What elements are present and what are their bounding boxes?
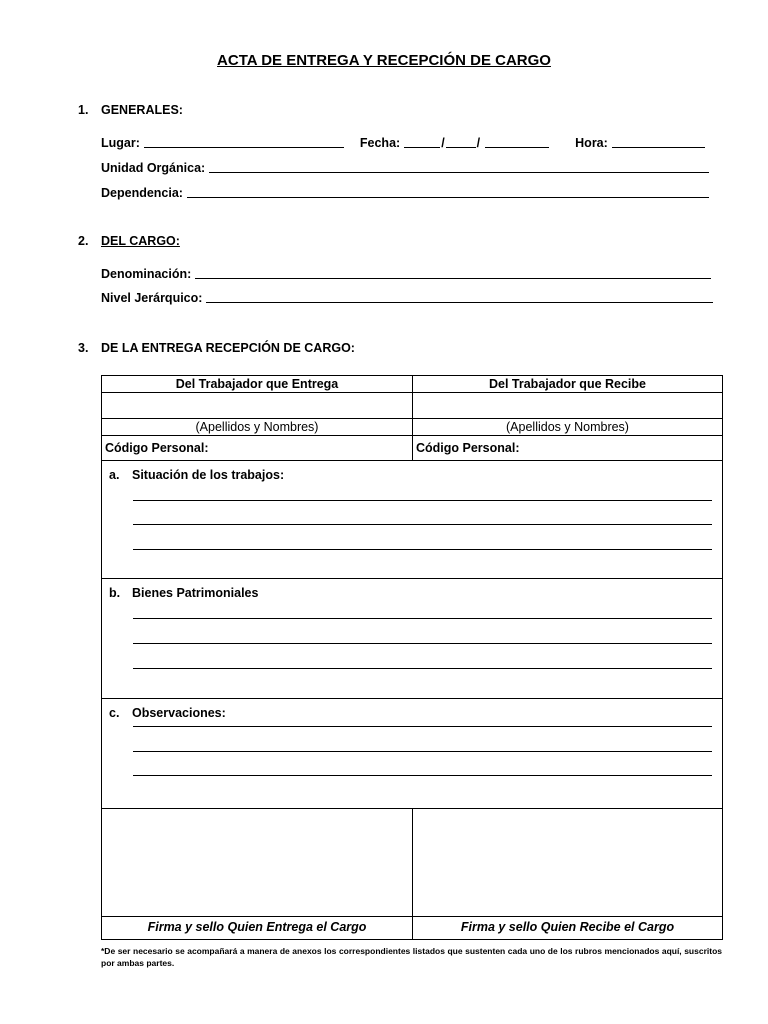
situacion-line[interactable] — [133, 524, 712, 525]
hora-label: Hora: — [575, 136, 608, 150]
bienes-line[interactable] — [133, 668, 712, 669]
unidad-label: Unidad Orgánica: — [101, 161, 206, 175]
recibe-name-caption: (Apellidos y Nombres) — [413, 419, 723, 436]
observaciones-line[interactable] — [133, 775, 712, 776]
lugar-field[interactable] — [144, 147, 344, 148]
dependencia-label: Dependencia: — [101, 186, 183, 200]
observaciones-line[interactable] — [133, 751, 712, 752]
entrega-code-field[interactable]: Código Personal: — [102, 436, 413, 461]
block-letter: b. — [109, 586, 121, 600]
recibe-name-field[interactable] — [413, 393, 723, 419]
denominacion-field[interactable] — [195, 278, 711, 279]
bienes-line[interactable] — [133, 643, 712, 644]
recibe-code-field[interactable]: Código Personal: — [413, 436, 723, 461]
block-title — [109, 586, 258, 600]
recibe-signature-box[interactable] — [413, 809, 723, 917]
fecha-label: Fecha: — [359, 136, 401, 150]
nivel-field[interactable] — [206, 302, 713, 303]
row-unidad — [101, 159, 709, 175]
situacion-line[interactable] — [133, 549, 712, 550]
fecha-year-field[interactable] — [485, 147, 549, 148]
entrega-table — [101, 375, 723, 940]
section-number: 3. — [78, 341, 89, 355]
block-title — [109, 706, 226, 720]
document-title: ACTA DE ENTREGA Y RECEPCIÓN DE CARGO — [217, 52, 551, 69]
col-header-recibe: Del Trabajador que Recibe — [413, 376, 723, 393]
unidad-field[interactable] — [209, 172, 709, 173]
entrega-name-field[interactable] — [102, 393, 413, 419]
block-situacion — [102, 461, 723, 579]
dependencia-field[interactable] — [187, 197, 709, 198]
section-label: DE LA ENTREGA RECEPCIÓN DE CARGO: — [101, 341, 355, 355]
block-label: Situación de los trabajos: — [132, 468, 285, 482]
row-dependencia — [101, 184, 709, 200]
section-number: 1. — [78, 103, 89, 117]
bienes-line[interactable] — [133, 618, 712, 619]
row-lugar-fecha-hora — [101, 134, 705, 150]
fecha-day-field[interactable] — [404, 147, 440, 148]
situacion-line[interactable] — [133, 500, 712, 501]
block-bienes — [102, 579, 723, 699]
col-header-entrega: Del Trabajador que Entrega — [102, 376, 413, 393]
block-observaciones — [102, 699, 723, 809]
entrega-signature-box[interactable] — [102, 809, 413, 917]
fecha-separator: / — [441, 136, 445, 150]
fecha-separator: / — [476, 136, 481, 150]
row-nivel — [101, 289, 713, 305]
section-number: 2. — [78, 234, 89, 248]
row-denominacion — [101, 265, 711, 281]
recibe-signature-label: Firma y sello Quien Recibe el Cargo — [413, 917, 723, 940]
entrega-name-caption: (Apellidos y Nombres) — [102, 419, 413, 436]
block-letter: a. — [109, 468, 120, 482]
block-letter: c. — [109, 706, 120, 720]
block-title — [109, 468, 284, 482]
observaciones-line[interactable] — [133, 726, 712, 727]
section-del-cargo — [78, 234, 180, 248]
lugar-label: Lugar: — [101, 136, 140, 150]
section-label: GENERALES: — [101, 103, 183, 117]
block-label: Observaciones: — [132, 706, 226, 720]
hora-field[interactable] — [612, 147, 705, 148]
section-entrega — [78, 341, 355, 355]
fecha-month-field[interactable] — [446, 147, 476, 148]
section-label: DEL CARGO: — [101, 234, 180, 248]
entrega-signature-label: Firma y sello Quien Entrega el Cargo — [102, 917, 413, 940]
nivel-label: Nivel Jerárquico: — [101, 291, 203, 305]
denominacion-label: Denominación: — [101, 267, 192, 281]
section-generales — [78, 103, 183, 117]
footnote: *De ser necesario se acompañará a manera de anexos los correspondientes listados que sustenten cada uno de los rubros mencionados aquí, suscritos por ambas partes. — [101, 946, 722, 968]
block-label: Bienes Patrimoniales — [132, 586, 259, 600]
